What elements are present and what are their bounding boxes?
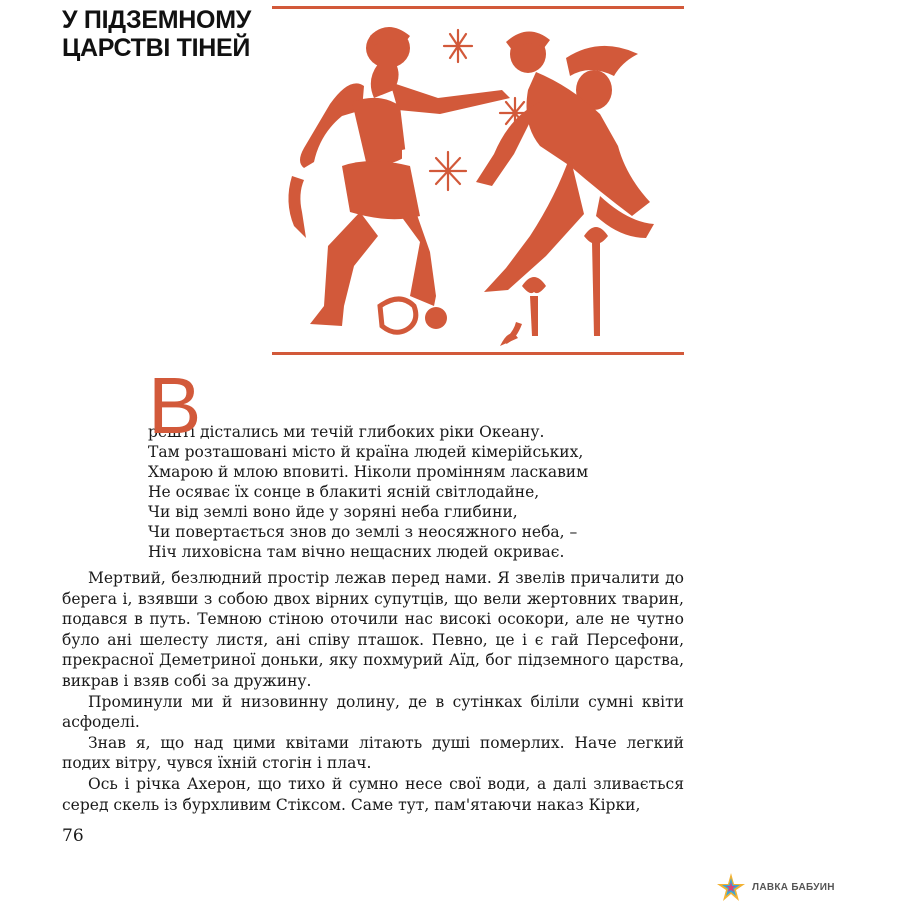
drop-cap: В	[148, 361, 202, 450]
greek-vase-figures-illustration	[270, 6, 686, 356]
paragraph: Ось і річка Ахерон, що тихо й сумно несе свої води, а далі зливається серед скель із бурхливим Стіксом. Саме тут, пам'ятаючи наказ Кірки,	[62, 774, 684, 814]
poem-line: Не осяває їх сонце в блакиті ясній світлодайне,	[148, 483, 540, 501]
watermark-text: ЛАВКА БАБУИН	[752, 881, 835, 893]
paragraph: Знав я, що над цими квітами літають душі померлих. Наче легкий подих вітру, чувся їхній стогін і плач.	[62, 733, 684, 773]
paragraph: Проминули ми й низовинну долину, де в сутінках біліли сумні квіти асфоделі.	[62, 692, 684, 732]
poem	[148, 361, 688, 562]
paragraph: Мертвий, безлюдний простір лежав перед нами. Я звелів причалити до берега і, взявши з собою двох вірних супутців, що вели жертовних тварин, подався в путь. Темною стіною оточили нас високі осокори, але не чутно було ані шелесту листя, ані співу пташок. Певно, це і є гай Персефони, прекрасної Деметриної доньки, яку похмурий Аїд, бог підземного царства, викрав і взяв собі за дружину.	[62, 569, 684, 690]
poem-line: Ніч лиховісна там вічно нещасних людей окриває.	[148, 543, 565, 561]
poem-line: Хмарою й млою вповиті. Ніколи промінням ласкавим	[148, 463, 589, 481]
poem-line: решті дістались ми течій глибоких ріки Океану.	[148, 423, 545, 441]
body-text	[62, 568, 684, 815]
watermark	[716, 872, 835, 902]
poem-line: Там розташовані місто й країна людей кімерійських,	[148, 443, 584, 461]
poem-line: Чи від землі воно йде у зоряні неба глибини,	[148, 503, 518, 521]
star-logo-icon	[716, 872, 746, 902]
chapter-title: У ПІДЗЕМНОМУ ЦАРСТВІ ТІНЕЙ	[62, 6, 251, 62]
page-number: 76	[62, 826, 84, 846]
poem-line: Чи повертається знов до землі з неосяжного неба, –	[148, 523, 578, 541]
